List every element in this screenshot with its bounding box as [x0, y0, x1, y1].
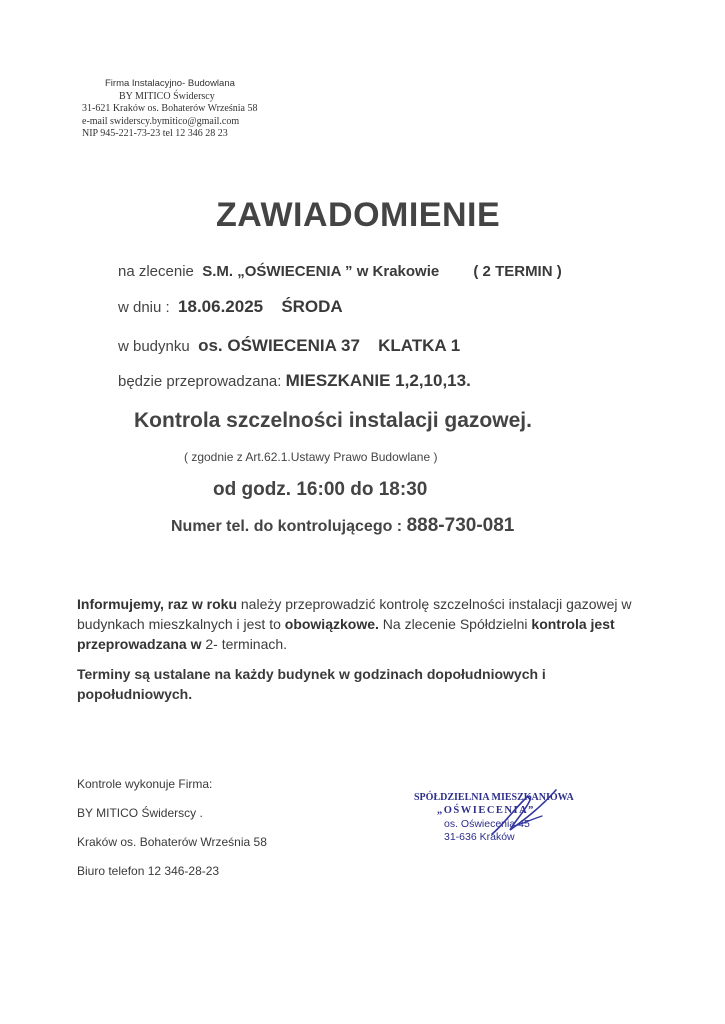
terms-paragraph: Terminy są ustalane na każdy budynek w godzinach dopołudniowych i popołudniowych. — [77, 666, 546, 702]
inspector-phone-label: Numer tel. do kontrolującego : — [171, 518, 403, 535]
building-staircase: KLATKA 1 — [378, 336, 461, 355]
stamp-line-3: os. Oświecenia 45 — [444, 818, 530, 830]
info-text-1: należy przeprowadzić kontrolę szczelności instalacji gazowej w budynkach mieszkalnych i jest to — [77, 596, 632, 632]
building-line — [118, 336, 460, 356]
contractor-block — [77, 770, 267, 886]
handwritten-signature — [484, 786, 564, 846]
letterhead-email: e-mail swiderscy.bymitico@gmail.com — [82, 115, 240, 127]
date-prefix: w dniu : — [118, 299, 170, 316]
order-client: S.M. „OŚWIECENIA ” w Krakowie — [202, 263, 440, 280]
info-bold-1: Informujemy, raz w roku — [77, 596, 237, 612]
contractor-name: BY MITICO Świderscy . — [77, 806, 203, 820]
inspector-phone-number: 888-730-081 — [406, 515, 515, 536]
info-text-3: 2- terminach. — [201, 636, 288, 652]
contractor-address: Kraków os. Bohaterów Września 58 — [77, 835, 267, 849]
date-value: 18.06.2025 — [178, 297, 264, 316]
cooperative-stamp — [414, 790, 584, 860]
letterhead-company-name: BY MITICO Świderscy — [119, 90, 215, 102]
order-prefix: na zlecenie — [118, 263, 194, 280]
document-title: ZAWIADOMIENIE — [216, 196, 501, 234]
date-weekday: ŚRODA — [281, 297, 343, 316]
letterhead — [82, 78, 257, 141]
letterhead-address: 31-621 Kraków os. Bohaterów Września 58 — [82, 103, 258, 114]
stamp-line-2: „OŚWIECENIA” — [437, 805, 535, 816]
inspection-subject: Kontrola szczelności instalacji gazowej. — [134, 409, 532, 432]
stamp-line-4: 31-636 Kraków — [444, 831, 515, 843]
flats-value: MIESZKANIE 1,2,10,13. — [285, 371, 471, 390]
info-bold-2: obowiązkowe. — [284, 616, 379, 632]
info-bold-3: kontrola jest przeprowadzana w — [77, 616, 615, 652]
building-address: os. OŚWIECENIA 37 — [198, 336, 360, 355]
building-prefix: w budynku — [118, 338, 190, 355]
letterhead-nip-phone: NIP 945-221-73-23 tel 12 346 28 23 — [82, 128, 228, 139]
order-line — [118, 263, 562, 280]
order-term: ( 2 TERMIN ) — [473, 263, 562, 280]
inspection-hours: od godz. 16:00 do 18:30 — [213, 479, 428, 500]
flats-prefix: będzie przeprowadzana: — [118, 373, 282, 390]
info-paragraph — [77, 594, 637, 654]
stamp-line-1: SPÓŁDZIELNIA MIESZKANIOWA — [414, 792, 574, 803]
contractor-office-phone: Biuro telefon 12 346-28-23 — [77, 864, 220, 878]
legal-basis-note: ( zgodnie z Art.62.1.Ustawy Prawo Budowlane ) — [184, 450, 438, 464]
info-text-2: Na zlecenie Spółdzielni — [378, 616, 532, 632]
date-line — [118, 297, 343, 317]
flats-line — [118, 371, 471, 391]
contractor-intro: Kontrole wykonuje Firma: — [77, 777, 213, 791]
inspector-phone-line — [171, 515, 514, 537]
letterhead-company-type: Firma Instalacyjno- Budowlana — [105, 78, 235, 89]
